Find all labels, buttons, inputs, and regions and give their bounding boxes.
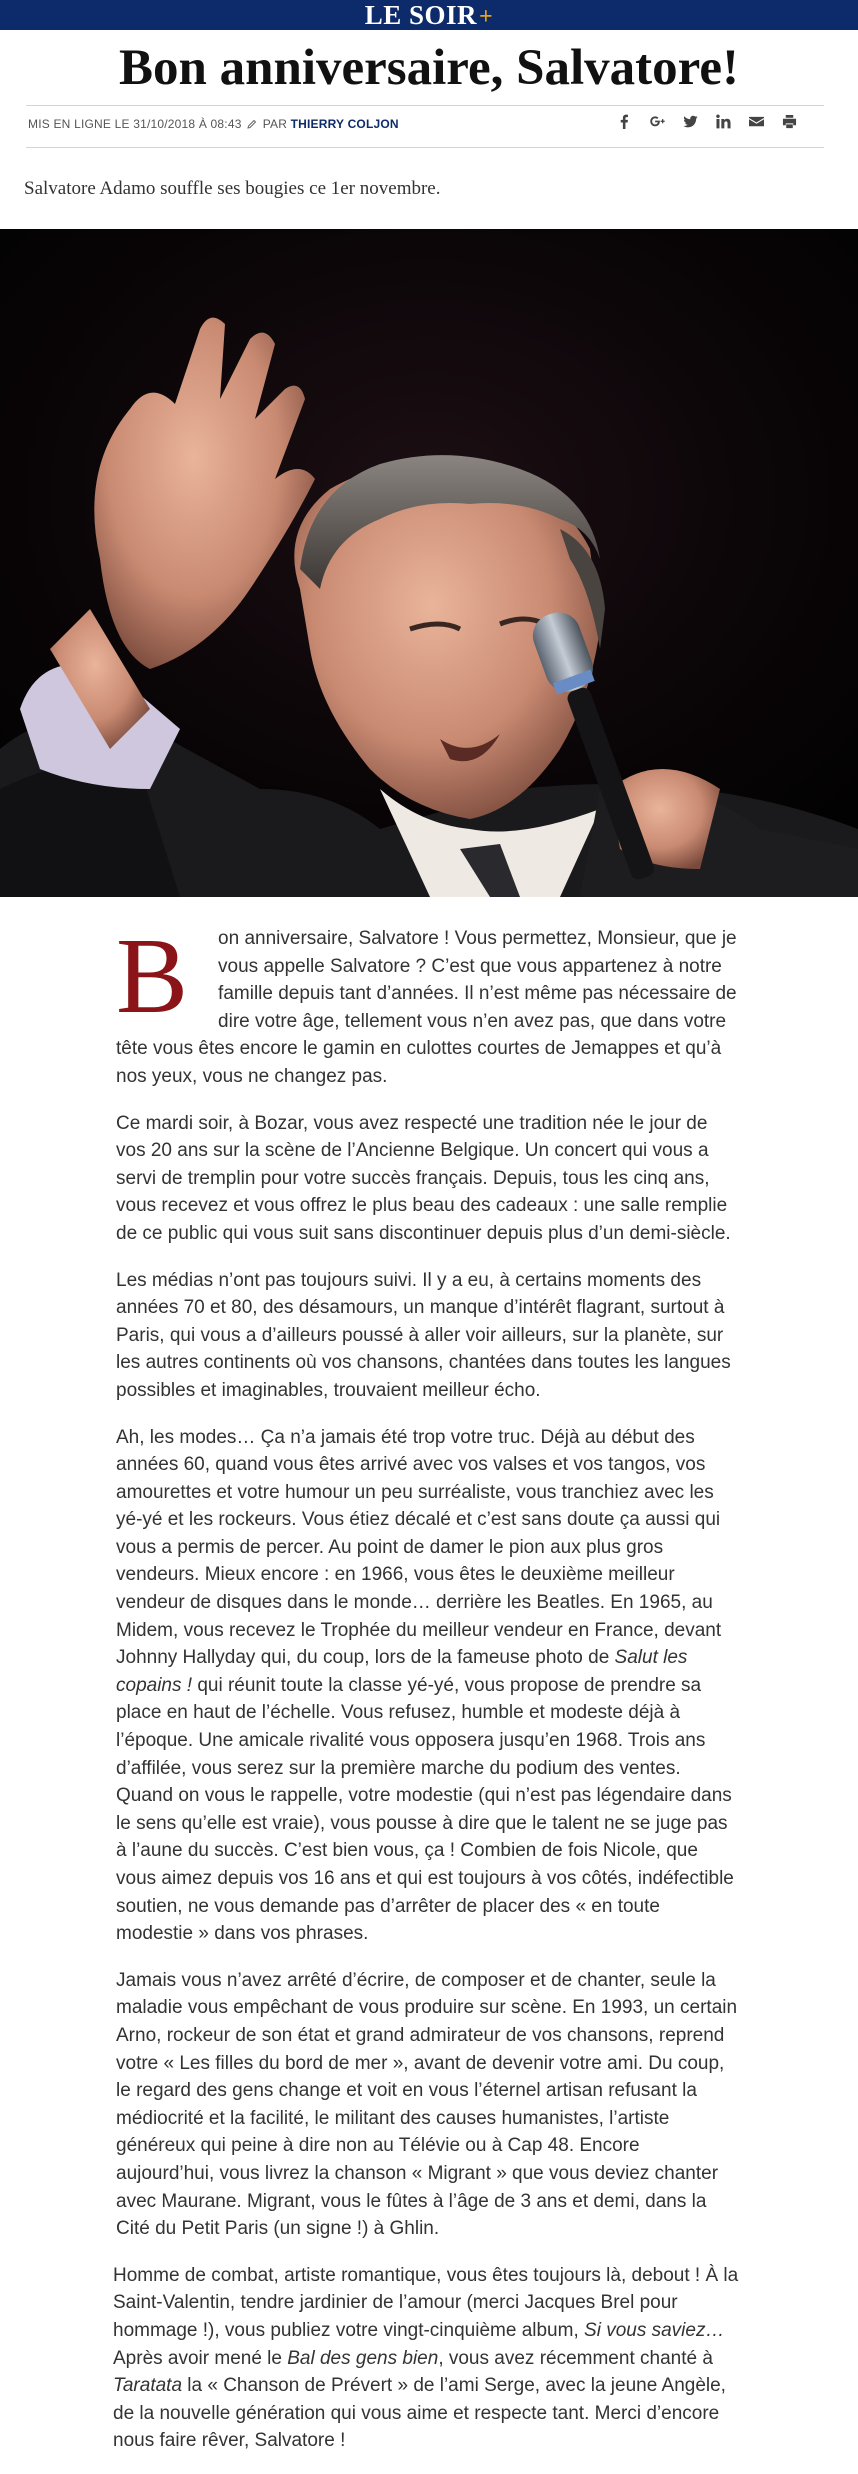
meta-bottom-divider (26, 147, 824, 148)
meta-top-divider (26, 105, 824, 106)
drop-cap: B (116, 917, 189, 1036)
facebook-icon[interactable] (615, 114, 633, 132)
plus-logo-icon: + (479, 4, 494, 30)
taratata-title: Taratata (113, 2375, 183, 2397)
album-title: Si vous saviez… (584, 2319, 725, 2341)
mail-icon[interactable] (747, 114, 765, 132)
article-lead: Salvatore Adamo souffle ses bougies ce 1er novembre. (24, 178, 441, 199)
article-photo (0, 229, 858, 897)
paragraph-6: Homme de combat, artiste romantique, vous êtes toujours là, debout ! À la Saint-Valentin, tendre jardinier de l’amour (merci Jacques Brel pour hommage !), vous publiez votre vingt-cinquième album, Si vous saviez… Après avoir mené le Bal des gens bien, vous avez récemment chanté à Taratata la « Chanson de Prévert » de l’ami Serge, avec la jeune Angèle, de la nouvelle génération qui vous aime et respecte tant. Merci d’encore nous faire rêver, Salvatore ! (113, 2264, 739, 2452)
linkedin-icon[interactable] (714, 114, 732, 132)
author-link[interactable]: THIERRY COLJON (290, 117, 399, 131)
paragraph-2: Ce mardi soir, à Bozar, vous avez respecté une tradition née le jour de vos 20 ans sur la scène de l’Ancienne Belgique. Un concert qui vous a servi de tremplin pour votre succès français. Depuis, tous les cinq ans, vous recevez et vous offrez le plus beau des cadeaux : une salle remplie de ce public qui vous suit sans discontinuer depuis plus d’un demi-siècle. (116, 1112, 731, 1244)
bal-des-gens-bien-title: Bal des gens bien (287, 2347, 439, 2369)
twitter-icon[interactable] (681, 114, 699, 132)
article-meta (28, 117, 399, 131)
paragraph-1: B on anniversaire, Salvatore ! Vous permettez, Monsieur, que je vous appelle Salvatore ? C’est que vous appartenez à notre famille depuis tant d’années. Il n’est même pas nécessaire de dire votre âge, tellement vous n’en avez pas, que dans votre tête vous êtes encore le gamin en culottes courtes de Jemappes et qu’à nos yeux, vous ne changez pas. (116, 917, 737, 1087)
google-plus-icon[interactable] (648, 114, 666, 132)
pen-icon (247, 119, 257, 129)
article-body (113, 917, 741, 2474)
singer-photo-illustration (0, 229, 858, 897)
article-title: Bon anniversaire, Salvatore! (118, 40, 740, 96)
salut-les-copains-title: Salut les copains ! (116, 1647, 688, 1696)
publish-date: MIS EN LIGNE LE 31/10/2018 À 08:43 (28, 117, 242, 131)
meta-by: PAR (262, 117, 288, 131)
paragraph-4: Ah, les modes… Ça n’a jamais été trop votre truc. Déjà au début des années 60, quand vous êtes arrivé avec vos valses et vos tangos, vos amourettes et votre humour un peu surréaliste, vous tranchiez avec les yé-yé et les rockeurs. Vous étiez décalé et c’est sans doute ça aussi qui vous a permis de percer. Au point de damer le pion aux plus gros vendeurs. Mieux encore : en 1966, vous êtes le deuxième meilleur vendeur de disques dans le monde… derrière les Beatles. En 1965, au Midem, vous recevez le Trophée du meilleur vendeur en France, devant Johnny Hallyday qui, du coup, lors de la fameuse photo de Salut les copains ! qui réunit toute la classe yé-yé, vous propose de prendre sa place en haut de l’échelle. Vous refusez, humble et modeste déjà à l’époque. Une amicale rivalité vous opposera jusqu’en 1968. Trois ans d’affilée, vous serez sur la première marche du podium des ventes. Quand on vous le rappelle, votre modestie (qui n’est pas légendaire dans le sens qu’elle est vraie), vous pousse à dire que le talent ne se juge pas à l’aune du succès. C’est bien vous, ça ! Combien de fois Nicole, que vous aimez depuis vos 16 ans et qui est toujours à vos côtés, indéfectible soutien, ne vous demande pas d’arrêter de placer des « en toute modestie » dans vos phrases. (116, 1426, 734, 1945)
share-bar (615, 114, 798, 132)
paragraph-5: Jamais vous n’avez arrêté d’écrire, de composer et de chanter, seule la maladie vous empêchant de vous produire sur scène. En 1993, un certain Arno, rockeur de son état et grand admirateur de vos chansons, reprend votre « Les filles du bord de mer », avant de devenir votre ami. Du coup, le regard des gens change et voit en vous l’éternel artisan refusant la médiocrité et la facilité, le militant des causes humanistes, l’artiste généreux qui peine à dire non au Télévie ou à Cap 48. Encore aujourd’hui, vous livrez la chanson « Migrant » que vous deviez chanter avec Maurane. Migrant, vous le fûtes à l’âge de 3 ans et demi, dans la Cité du Petit Paris (un signe !) à Ghlin. (116, 1969, 738, 2240)
print-icon[interactable] (780, 114, 798, 132)
le-soir-logo[interactable]: LE SOIR+ (364, 0, 494, 30)
paragraph-3: Les médias n’ont pas toujours suivi. Il y a eu, à certains moments des années 70 et 80, des désamours, un manque d’intérêt flagrant, surtout à Paris, qui vous a d’ailleurs poussé à aller voir ailleurs, sur la planète, sur les autres continents où vos chansons, chantées dans toutes les langues possibles et imaginables, trouvaient meilleur écho. (116, 1269, 731, 1401)
